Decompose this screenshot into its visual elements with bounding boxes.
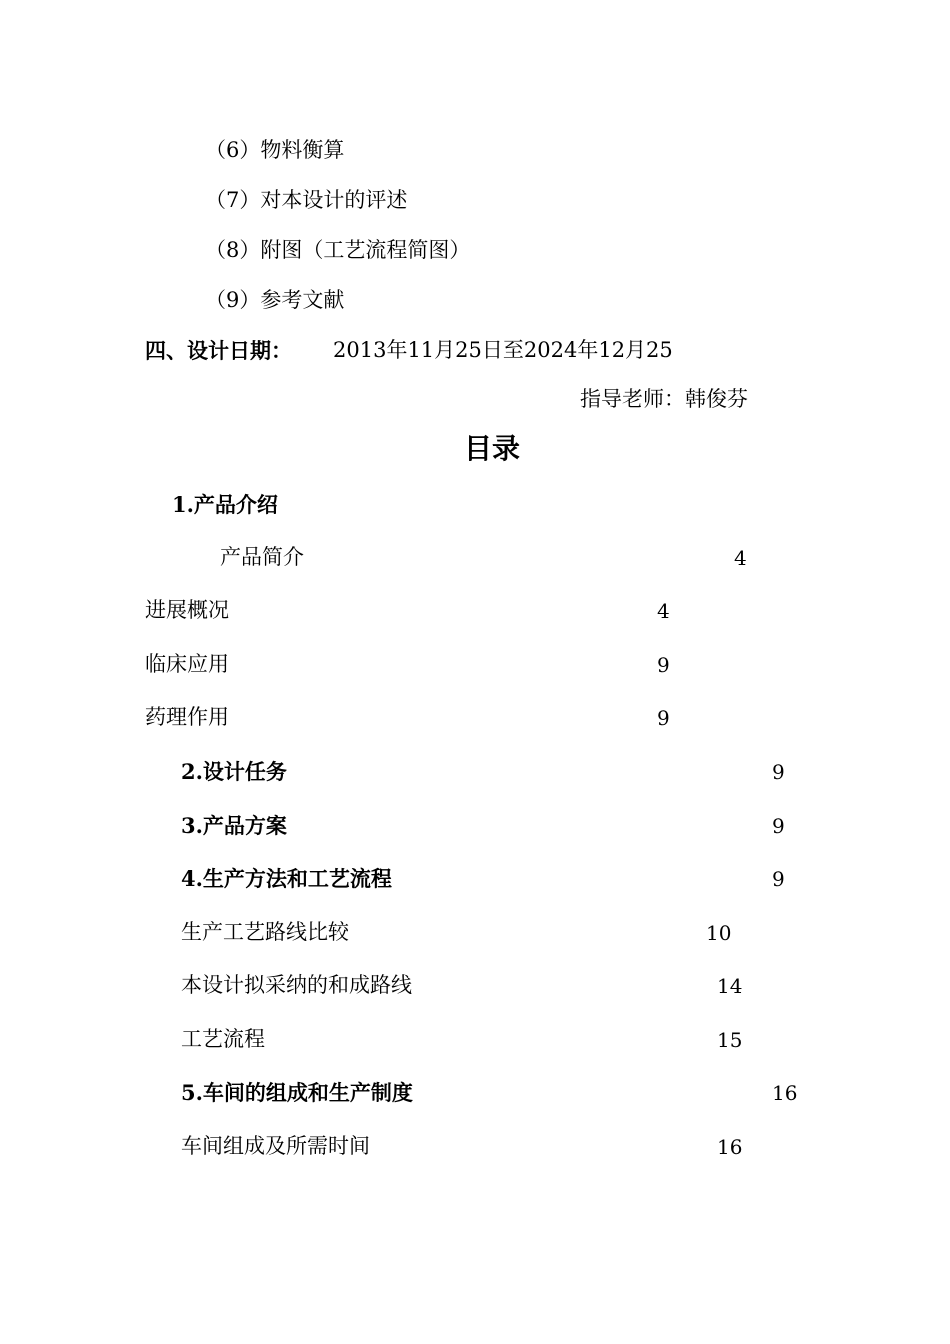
design-date-value: 2013年11月25日至2024年12月25 xyxy=(333,338,673,362)
toc-page-1-1: 4 xyxy=(734,546,747,570)
toc-page-1-2: 4 xyxy=(657,599,670,623)
design-date-label: 四、设计日期： xyxy=(145,338,292,363)
toc-entry-1-3: 临床应用 xyxy=(145,652,229,676)
toc-entry-2: 2.设计任务 xyxy=(181,759,287,784)
toc-page-1-3: 9 xyxy=(657,653,670,677)
toc-page-2: 9 xyxy=(772,760,785,784)
toc-entry-1-1: 产品简介 xyxy=(220,545,304,569)
toc-entry-4-2: 本设计拟采纳的和成路线 xyxy=(181,973,412,997)
toc-page-4-3: 15 xyxy=(717,1028,743,1052)
toc-page-4-1: 10 xyxy=(706,921,732,945)
toc-entry-1: 1.产品介绍 xyxy=(172,492,278,517)
toc-entry-1-2: 进展概况 xyxy=(145,598,229,622)
toc-entry-4: 4.生产方法和工艺流程 xyxy=(181,866,392,891)
list-item-references: （9）参考文献 xyxy=(205,288,345,312)
list-item-material-balance: （6）物料衡算 xyxy=(205,138,345,162)
toc-entry-3: 3.产品方案 xyxy=(181,813,287,838)
toc-entry-1-4: 药理作用 xyxy=(145,705,229,729)
list-item-design-review: （7）对本设计的评述 xyxy=(205,188,408,212)
toc-page-5-1: 16 xyxy=(717,1135,743,1159)
toc-page-4: 9 xyxy=(772,867,785,891)
toc-entry-5: 5.车间的组成和生产制度 xyxy=(181,1080,413,1105)
list-item-process-diagram: （8）附图（工艺流程简图） xyxy=(205,238,471,262)
toc-entry-4-1: 生产工艺路线比较 xyxy=(181,920,349,944)
toc-entry-5-1: 车间组成及所需时间 xyxy=(181,1134,370,1158)
advisor-name: 指导老师：韩俊芬 xyxy=(580,387,748,411)
toc-page-3: 9 xyxy=(772,814,785,838)
toc-page-1-4: 9 xyxy=(657,706,670,730)
toc-entry-4-3: 工艺流程 xyxy=(181,1027,265,1051)
toc-page-5: 16 xyxy=(772,1081,798,1105)
toc-title: 目录 xyxy=(464,432,521,465)
toc-page-4-2: 14 xyxy=(717,974,743,998)
